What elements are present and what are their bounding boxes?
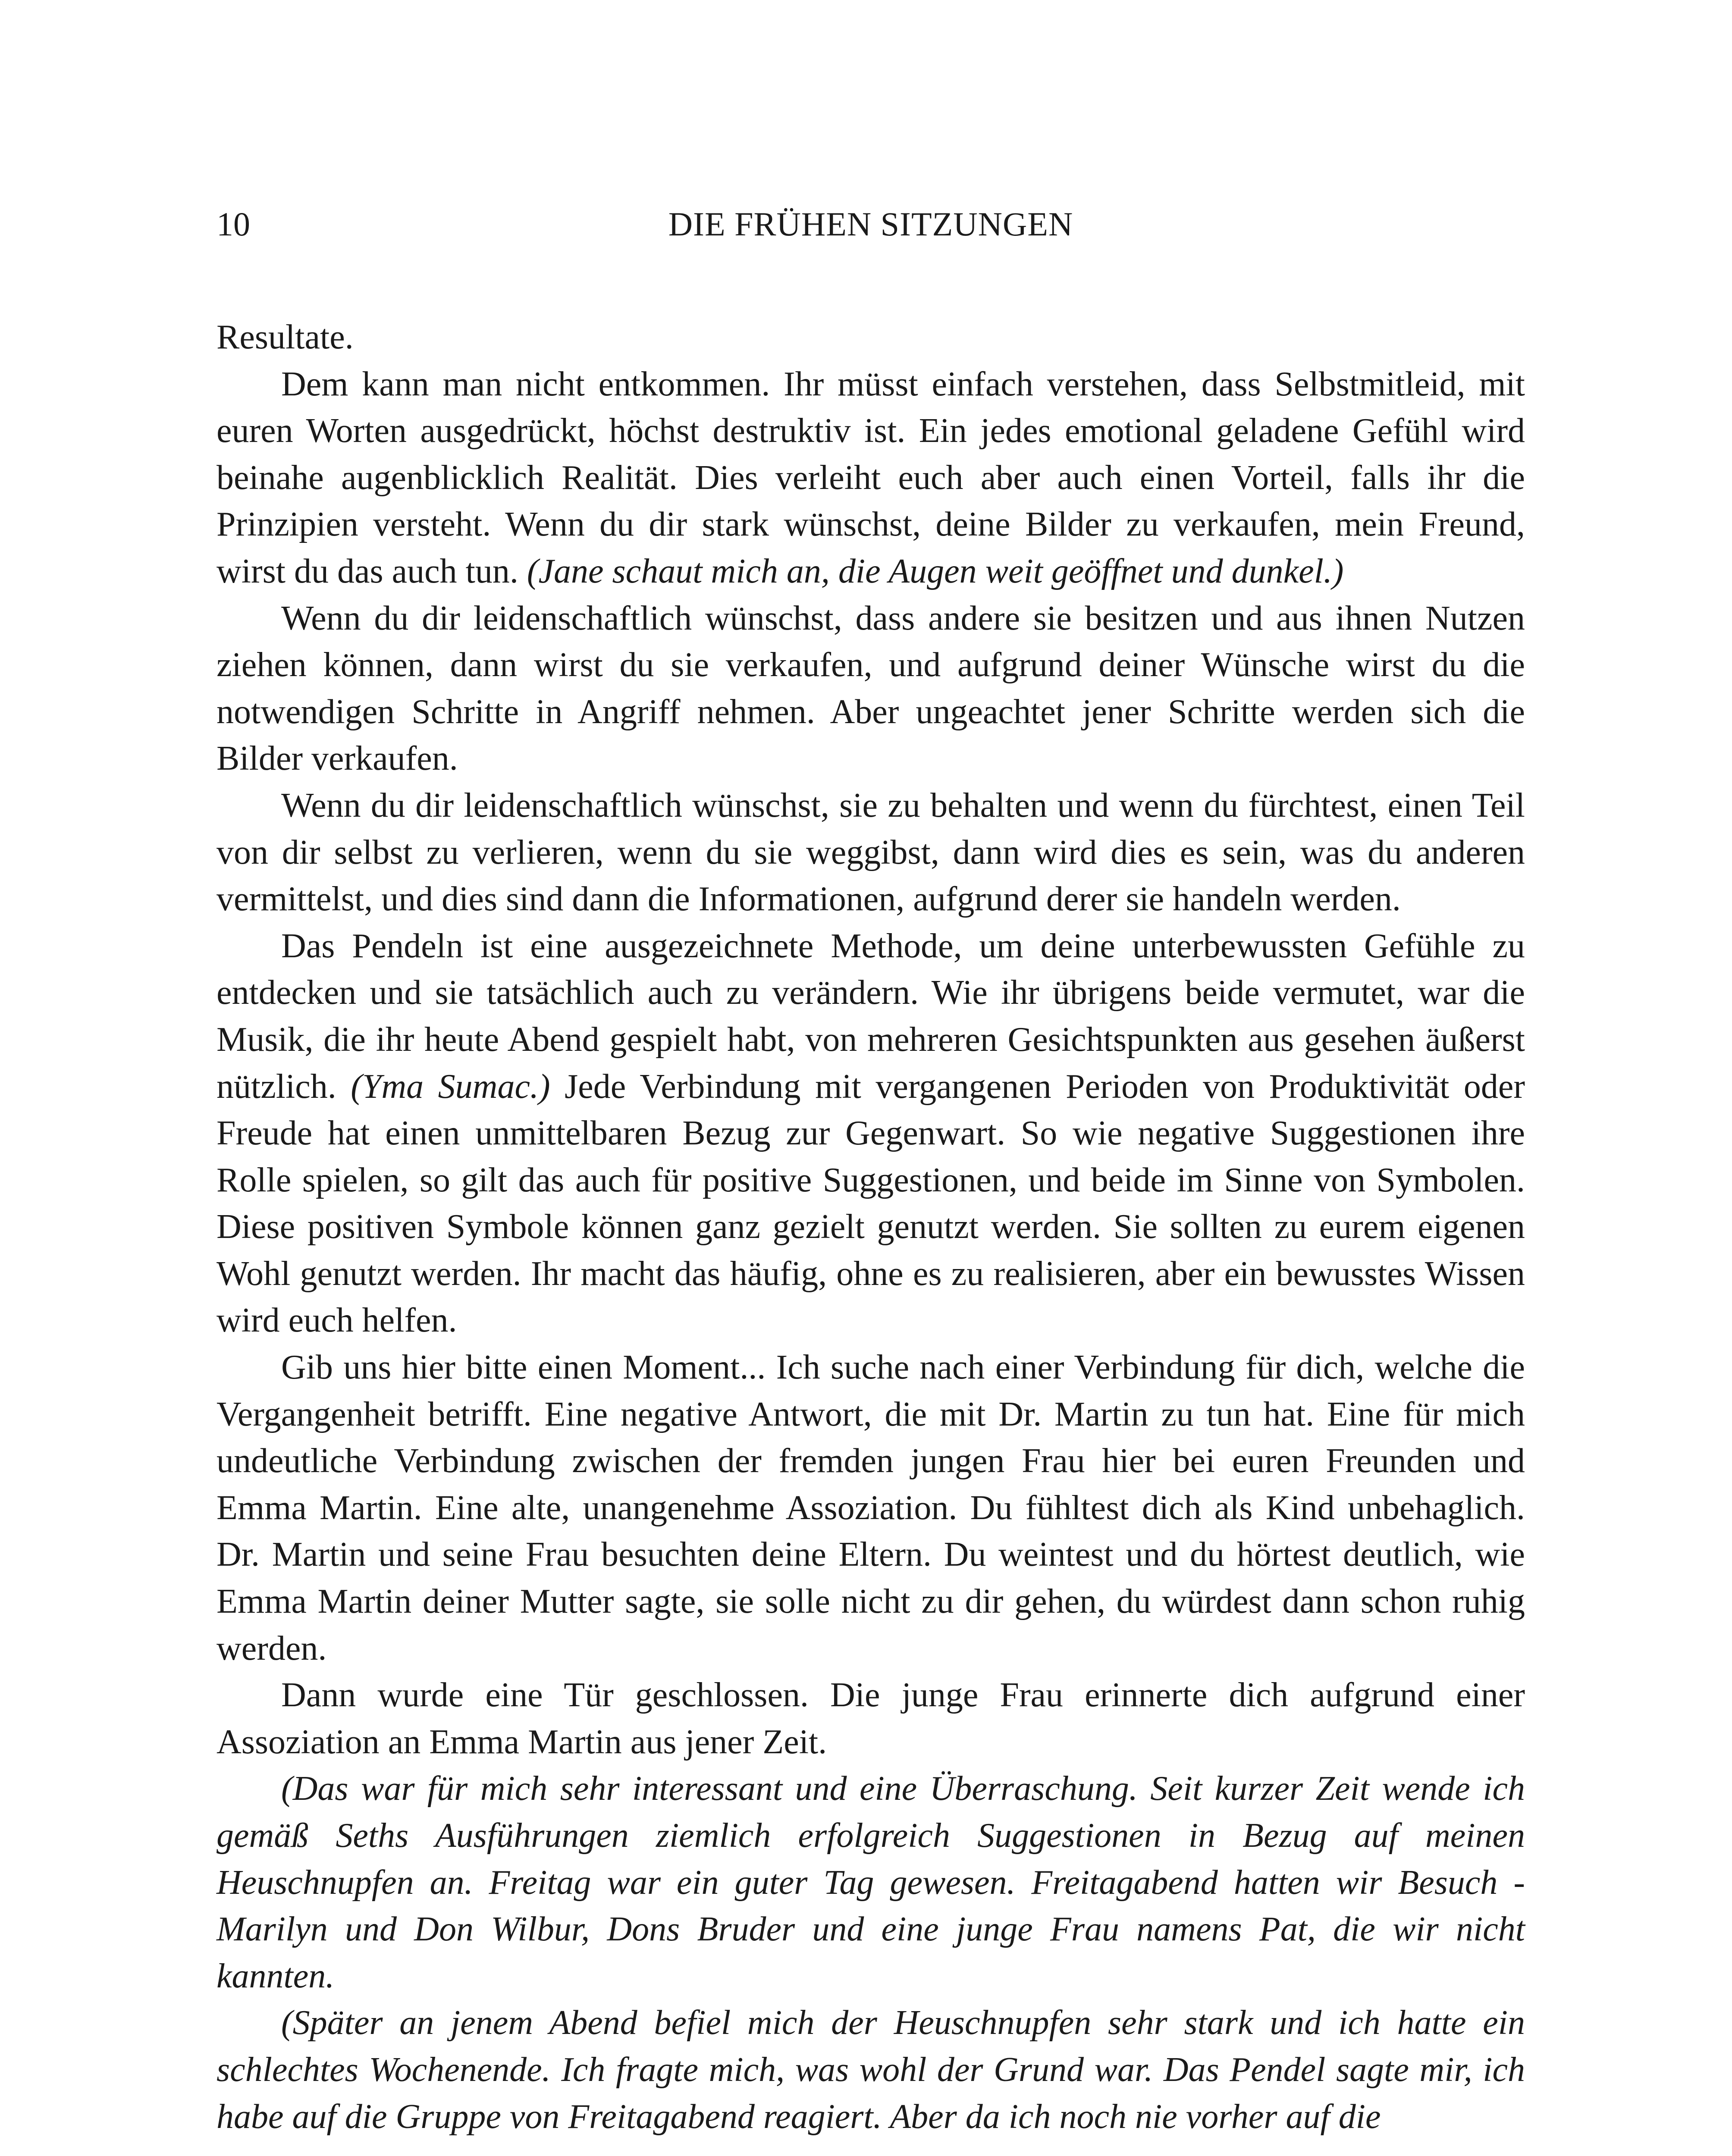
- body-text: [216, 314, 1525, 2140]
- italic-remark: (Jane schaut mich an, die Augen weit geöffnet und dunkel.): [527, 552, 1344, 590]
- paragraph: Gib uns hier bitte einen Moment... Ich suche nach einer Verbindung für dich, welche die Vergangenheit betrifft. Eine negative Antwort, die mit Dr. Martin zu tun hat. Eine für mich undeutliche Verbindung zwischen der fremden jungen Frau hier bei euren Freunden und Emma Martin. Eine alte, unangenehme Assoziation. Du fühltest dich als Kind unbehaglich. Dr. Martin und seine Frau besuchten deine Eltern. Du weintest und du hörtest deutlich, wie Emma Martin deiner Mutter sagte, sie solle nicht zu dir gehen, du würdest dann schon ruhig werden.: [216, 1348, 1525, 1667]
- italic-paragraph: (Das war für mich sehr interessant und eine Überraschung. Seit kurzer Zeit wende ich gemäß Seths Ausführungen ziemlich erfolgreich Suggestionen in Bezug auf meinen Heuschnupfen an. Freitag war ein guter Tag gewesen. Freitagabend hatten wir Besuch - Marilyn und Don Wilbur, Dons Bruder und eine junge Frau namens Pat, die wir nicht kannten.: [216, 1770, 1525, 1995]
- paragraph-text: Jede Verbindung mit vergangenen Perioden von Produktivität oder Freude hat einen unmittelbaren Bezug zur Gegenwart. So wie negative Suggestionen ihre Rolle spielen, so gilt das auch für positive Suggestionen, und beide im Sinne von Symbolen. Diese positiven Symbole können ganz gezielt genutzt werden. Sie sollten zu eurem eigenen Wohl genutzt werden. Ihr macht das häufig, ohne es zu realisieren, aber ein bewusstes Wissen wird euch helfen.: [216, 1067, 1525, 1340]
- running-title: DIE FRÜHEN SITZUNGEN: [668, 205, 1073, 243]
- paragraph: [216, 361, 1525, 595]
- paragraph-text: Das Pendeln ist eine ausgezeichnete Methode, um deine unterbewussten Gefühle zu entdecken und sie tatsächlich auch zu verändern. Wie ihr übrigens beide vermutet, war die Musik, die ihr heute Abend gespielt habt, von mehreren Gesichtspunkten aus gesehen äußerst nützlich.: [216, 927, 1525, 1106]
- paragraph: Resultate.: [216, 318, 354, 356]
- page-number: 10: [216, 205, 250, 243]
- paragraph: Wenn du dir leidenschaftlich wünschst, dass andere sie besitzen und aus ihnen Nutzen ziehen können, dann wirst du sie verkaufen, und aufgrund deiner Wünsche wirst du die notwendigen Schritte in Angriff nehmen. Aber ungeachtet jener Schritte werden sich die Bilder verkaufen.: [216, 599, 1525, 778]
- paragraph-text: Dem kann man nicht entkommen. Ihr müsst einfach verstehen, dass Selbstmitleid, mit euren Worten ausgedrückt, höchst destruktiv ist. Ein jedes emotional geladene Gefühl wird beinahe augenblicklich Realität. Dies verleiht euch aber auch einen Vorteil, falls ihr die Prinzipien versteht. Wenn du dir stark wünschst, deine Bilder zu verkaufen, mein Freund, wirst du das auch tun.: [216, 365, 1525, 590]
- italic-paragraph: (Später an jenem Abend befiel mich der Heuschnupfen sehr stark und ich hatte ein schlechtes Wochenende. Ich fragte mich, was wohl der Grund war. Das Pendel sagte mir, ich habe auf die Gruppe von Freitagabend reagiert. Aber da ich noch nie vorher auf die: [216, 2004, 1525, 2136]
- paragraph: Wenn du dir leidenschaftlich wünschst, sie zu behalten und wenn du fürchtest, einen Teil von dir selbst zu verlieren, wenn du sie weggibst, dann wird dies es sein, was du anderen vermittelst, und dies sind dann die Informationen, aufgrund derer sie handeln werden.: [216, 786, 1525, 918]
- paragraph: [216, 923, 1525, 1344]
- italic-remark: (Yma Sumac.): [351, 1067, 550, 1106]
- page-header: [216, 203, 1525, 246]
- paragraph: Dann wurde eine Tür geschlossen. Die junge Frau erinnerte dich aufgrund einer Assoziation an Emma Martin aus jener Zeit.: [216, 1676, 1525, 1761]
